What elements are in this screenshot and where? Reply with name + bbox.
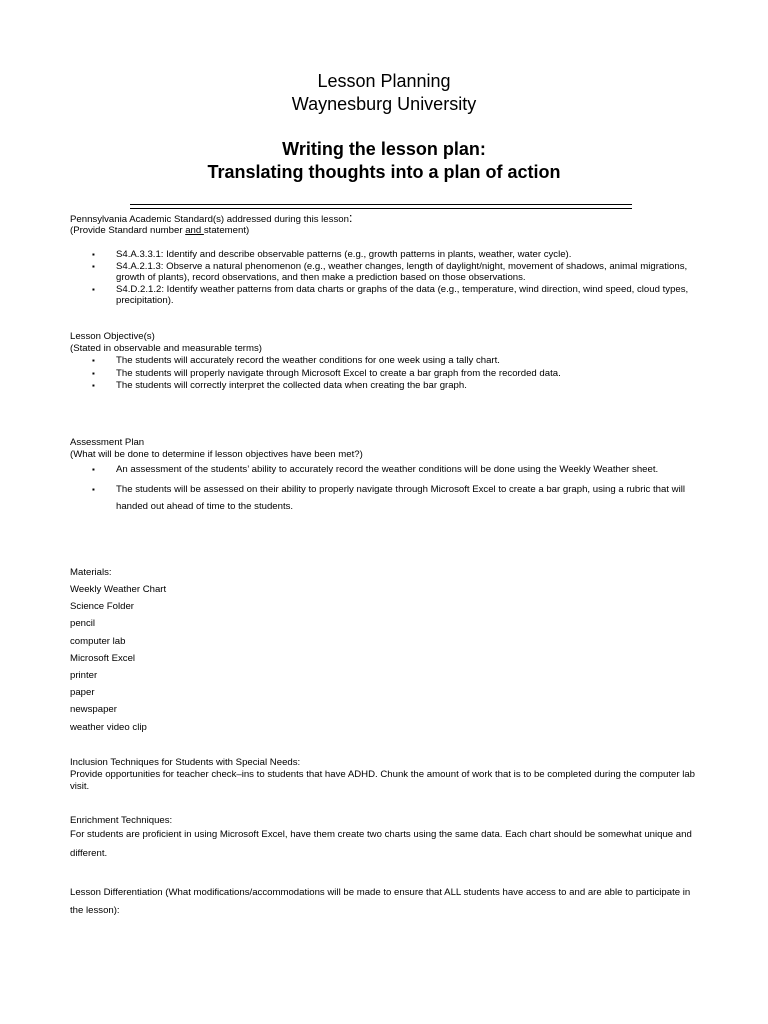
header-subtitle: Writing the lesson plan: bbox=[282, 139, 486, 159]
objectives-list bbox=[92, 355, 698, 393]
assessment-note: (What will be done to determine if lesson objectives have been met?) bbox=[70, 449, 363, 460]
list-item: ▪ S4.A.3.3.1: Identify and describe observable patterns (e.g., growth patterns in plants, weather, water cycle). bbox=[92, 249, 572, 260]
enrichment-label: Enrichment Techniques: bbox=[70, 815, 173, 826]
list-item: pencil bbox=[70, 618, 96, 630]
list-item: computer lab bbox=[70, 635, 126, 647]
list-item: ▪ The students will be assessed on their ability to properly navigate through Microsoft Excel to create a bar graph, using a rubric that will handed out ahead of time to the students. bbox=[92, 483, 685, 512]
title-rule bbox=[130, 204, 632, 205]
list-item: newspaper bbox=[70, 704, 117, 716]
header-title: Lesson Planning bbox=[317, 71, 451, 91]
objectives-label: Lesson Objective(s) bbox=[70, 331, 155, 342]
materials-list bbox=[70, 581, 166, 736]
inclusion-text: Provide opportunities for teacher check–ins to students that have ADHD. Chunk the amount of work that is to be completed during the computer lab visit. bbox=[70, 769, 696, 792]
list-item: printer bbox=[70, 670, 98, 682]
header bbox=[70, 70, 698, 184]
list-item: ▪ The students will properly navigate through Microsoft Excel to create a bar graph from the recorded data. bbox=[92, 367, 561, 379]
inclusion-label: Inclusion Techniques for Students with Special Needs: bbox=[70, 757, 301, 768]
list-item: ▪ S4.D.2.1.2: Identify weather patterns from data charts or graphs of the data (e.g., temperature, wind direction, wind speed, cloud types, precipitation). bbox=[92, 283, 689, 306]
assessment-list bbox=[92, 461, 698, 516]
enrichment-text: For students are proficient in using Microsoft Excel, have them create two charts using the same data. Each chart should be somewhat unique and different. bbox=[70, 829, 692, 859]
objectives-note: (Stated in observable and measurable terms) bbox=[70, 343, 262, 354]
header-university: Waynesburg University bbox=[291, 94, 477, 114]
differentiation-text: Lesson Differentiation (What modifications/accommodations will be made to ensure that ALL students have access to and are able to participate in the lesson): bbox=[70, 887, 691, 916]
list-item: paper bbox=[70, 687, 95, 699]
standards-note: (Provide Standard number and statement) bbox=[70, 225, 250, 236]
standards-list bbox=[92, 249, 698, 307]
list-item: ▪ S4.A.2.1.3: Observe a natural phenomenon (e.g., weather changes, length of daylight/night, movement of shadows, animal migrations, growth of plants), record observations, and then make a prediction based on those observations. bbox=[92, 260, 688, 283]
list-item: Microsoft Excel bbox=[70, 652, 136, 664]
list-item: ▪ The students will accurately record the weather conditions for one week using a tally chart. bbox=[92, 355, 500, 366]
list-item: Science Folder bbox=[70, 601, 134, 613]
header-subtitle-2: Translating thoughts into a plan of action bbox=[207, 162, 561, 182]
list-item: ▪ The students will correctly interpret the collected data when creating the bar graph. bbox=[92, 380, 467, 391]
title-rule-2 bbox=[130, 208, 632, 209]
list-item: ▪ An assessment of the students’ ability to accurately record the weather conditions will be done using the Weekly Weather sheet. bbox=[92, 464, 659, 475]
assessment-label: Assessment Plan bbox=[70, 437, 145, 448]
materials-label: Materials: bbox=[70, 567, 112, 578]
standards-label: Pennsylvania Academic Standard(s) addressed during this lesson: bbox=[70, 210, 353, 225]
list-item: weather video clip bbox=[70, 721, 147, 733]
list-item: Weekly Weather Chart bbox=[70, 584, 167, 595]
